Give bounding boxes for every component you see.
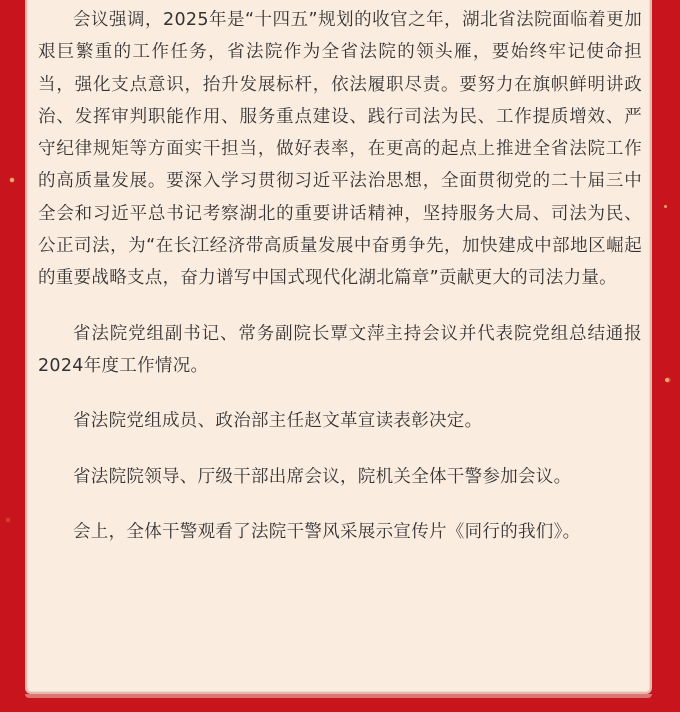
article-paragraph: 会上，全体干警观看了法院干警风采展示宣传片《同行的我们》。 xyxy=(73,521,581,542)
panel-bottom-edge xyxy=(25,694,652,698)
article-paragraph: 会议强调，2025年是“十四五”规划的收官之年，湖北省法院面临着更加艰巨繁重的工作任务，省法院作为全省法院的领头雁，要始终牢记使命担当，强化支点意识，抬升发展标杆，依法履职尽责。要努力在旗帜鲜明讲政治、发挥审判职能作用、服务重点建设、践行司法为民、工作提质增效、严守纪律规矩等方面实干担当，做好表率，在更高的起点上推进全省法院工作的高质量发展。要深入学习贯彻习近平法治思想，全面贯彻党的二十届三中全会和习近平总书记考察湖北的重要讲话精神，坚持服务大局、司法为民、公正司法，为“在长江经济带高质量发展中奋勇争先，加快建成中部地区崛起的重要战略支点，奋力谱写中国式现代化湖北篇章”贡献更大的司法力量。 xyxy=(38,10,642,289)
article-paragraph: 省法院院领导、厅级干部出席会议，院机关全体干警参加会议。 xyxy=(73,466,572,487)
article-paragraph: 省法院党组成员、政治部主任赵文革宣读表彰决定。 xyxy=(73,411,483,432)
article-paragraph: 省法院党组副书记、常务副院长覃文萍主持会议并代表院党组总结通报2024年度工作情况。 xyxy=(38,323,642,376)
gold-dot-decoration xyxy=(665,378,669,382)
gold-dot-decoration xyxy=(10,178,14,182)
gold-dot-decoration xyxy=(664,205,667,208)
article-body xyxy=(38,4,642,548)
